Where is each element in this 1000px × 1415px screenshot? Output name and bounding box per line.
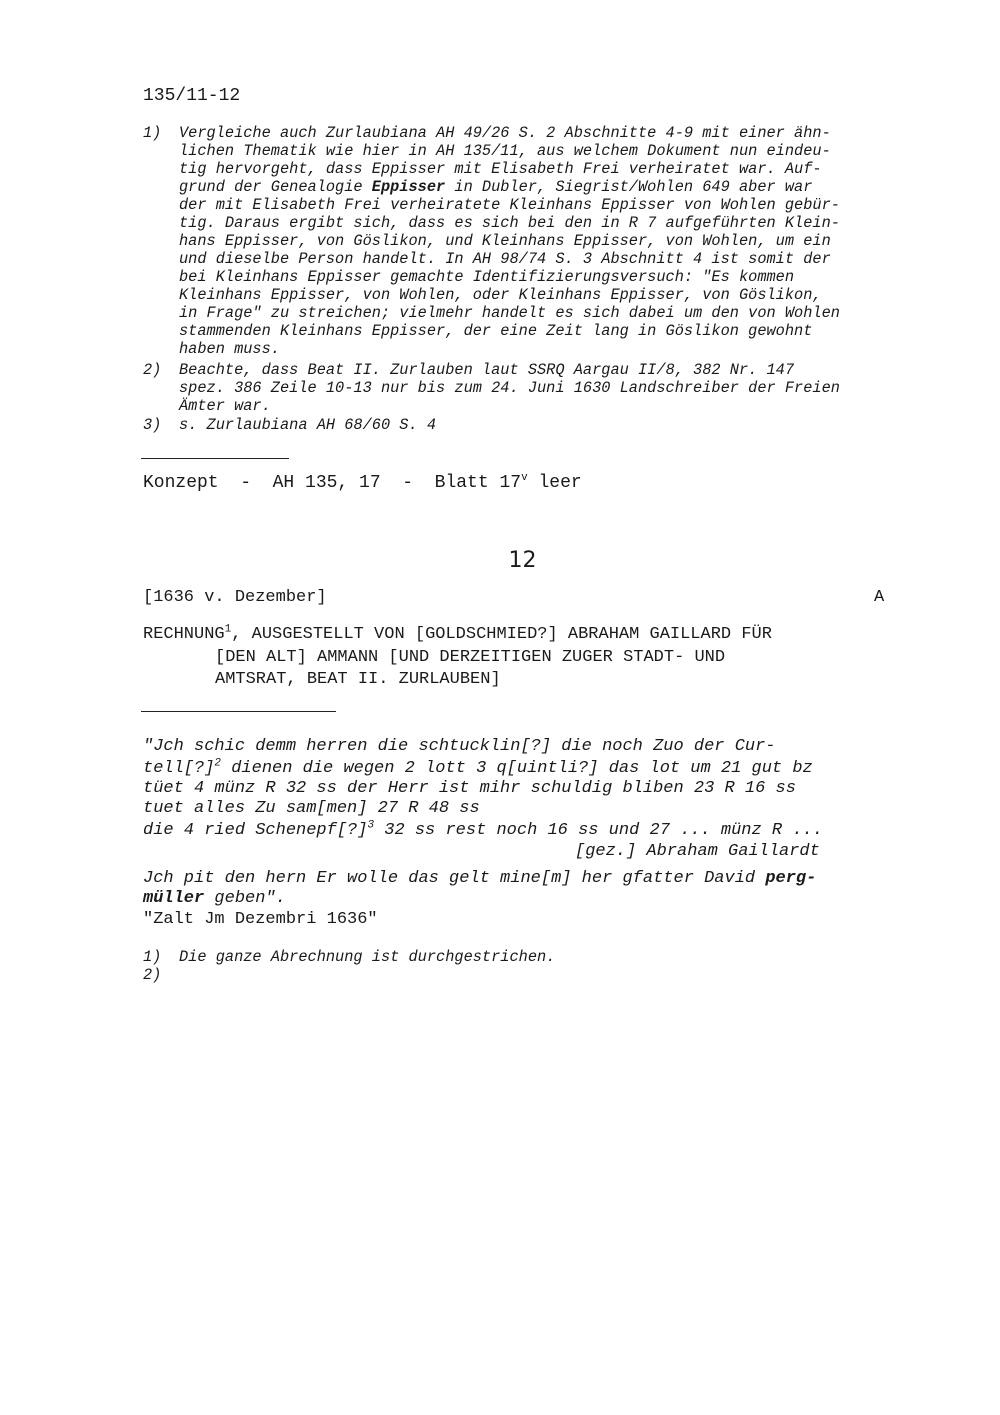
body-line (143, 889, 286, 910)
body-line: tüet 4 münz R 32 ss der Herr ist mihr schuldig bliben 23 R 16 ss (143, 779, 796, 798)
signature-line: [gez.] Abraham Gaillardt (575, 842, 820, 861)
title-line-2: [DEN ALT] AMMANN [UND DERZEITIGEN ZUGER STADT- UND (215, 647, 726, 667)
footnote-1-line: lichen Thematik wie hier in AH 135/11, aus welchem Dokument nun eindeu- (179, 142, 831, 160)
body-line: "Jch schic demm herren die schtucklin[?] die noch Zuo der Cur- (143, 737, 776, 756)
konzept-superscript: v (521, 472, 528, 484)
body-text: dienen die wegen 2 lott 3 q[uintli?] das lot um 21 gut bz (221, 759, 813, 778)
footnote-1-line: Vergleiche auch Zurlaubiana AH 49/26 S. 2 Abschnitte 4-9 mit einer ähn- (179, 124, 831, 142)
body-bold-name: perg- (765, 869, 817, 888)
footnote-1-line: und dieselbe Person handelt. In AH 98/74 S. 3 Abschnitt 4 ist somit der (179, 250, 831, 268)
body-text: 32 ss rest noch 16 ss und 27 ... münz R ... (374, 821, 823, 840)
page-reference: 135/11-12 (143, 86, 241, 106)
footnote-1-line: tig hervorgeht, dass Eppisser mit Elisabeth Frei verheiratet war. Auf- (179, 160, 822, 178)
document-number: 12 (508, 548, 537, 573)
footnote-2-line: Beachte, dass Beat II. Zurlauben laut SSRQ Aargau II/8, 382 Nr. 147 (179, 361, 795, 379)
body-line (143, 869, 816, 890)
footnote-1-text: in Dubler, Siegrist/Wohlen 649 aber war (445, 178, 813, 196)
payment-note: "Zalt Jm Dezembri 1636" (143, 910, 378, 929)
body-text: geben". (204, 889, 286, 908)
body-footnote-ref: 2 (214, 757, 222, 770)
konzept-text-end: leer (527, 473, 582, 493)
footnote-1-line: hans Eppisser, von Göslikon, und Kleinhans Eppisser, von Wohlen, um ein (179, 232, 831, 250)
title-line-3: AMTSRAT, BEAT II. ZURLAUBEN] (215, 670, 501, 689)
document-type-letter: A (874, 588, 885, 607)
document-footnote-1-text: Die ganze Abrechnung ist durchgestrichen. (179, 948, 556, 966)
footnote-3-number: 3) (143, 416, 162, 434)
body-bold-name: müller (143, 889, 205, 908)
konzept-line (143, 473, 582, 493)
footnote-2-line: spez. 386 Zeile 10-13 nur bis zum 24. Juni 1630 Landschreiber der Freien (179, 379, 840, 397)
footnote-1-line: der mit Elisabeth Frei verheiratete Kleinhans Eppisser von Wohlen gebür- (179, 196, 840, 214)
document-date: [1636 v. Dezember] (143, 588, 327, 607)
separator-rule (141, 458, 289, 459)
footnote-1-line: tig. Daraus ergibt sich, dass es sich bei den in R 7 aufgeführten Klein- (179, 214, 840, 232)
footnote-1-line: stammenden Kleinhans Eppisser, der eine Zeit lang in Göslikon gewohnt (179, 322, 813, 340)
body-line (143, 759, 813, 780)
body-footnote-ref: 3 (367, 819, 375, 832)
title-line-1 (143, 624, 772, 647)
body-text: die 4 ried Schenepf[?] (143, 821, 368, 840)
body-text: Jch pit den hern Er wolle das gelt mine[m] her gfatter David (143, 869, 766, 888)
document-footnote-1-number: 1) (143, 948, 162, 966)
footnote-2-line: Ämter war. (179, 397, 271, 415)
body-line: tuet alles Zu sam[men] 27 R 48 ss (143, 799, 480, 818)
title-footnote-ref: 1 (224, 623, 232, 636)
title-text: , AUSGESTELLT VON [GOLDSCHMIED?] ABRAHAM GAILLARD FÜR (231, 625, 772, 644)
footnote-1-line: bei Kleinhans Eppisser gemachte Identifizierungsversuch: "Es kommen (179, 268, 795, 286)
title-rule (141, 711, 336, 712)
document-footnote-2-number: 2) (143, 966, 162, 984)
footnote-1-line: in Frage" zu streichen; vielmehr handelt es sich dabei um den von Wohlen (179, 304, 840, 322)
footnote-2-number: 2) (143, 361, 162, 379)
footnote-1-text: grund der Genealogie (179, 178, 372, 196)
body-line (143, 821, 823, 842)
title-text: RECHNUNG (143, 625, 225, 644)
footnote-1-line: Kleinhans Eppisser, von Wohlen, oder Kleinhans Eppisser, von Göslikon, (179, 286, 822, 304)
footnote-1-line: haben muss. (179, 340, 280, 358)
footnote-1-bold-name: Eppisser (371, 178, 446, 196)
body-text: tell[?] (143, 759, 215, 778)
footnote-3-line: s. Zurlaubiana AH 68/60 S. 4 (179, 416, 437, 434)
document-title (143, 624, 772, 692)
konzept-text: Konzept - AH 135, 17 - Blatt 17 (143, 473, 522, 493)
footnote-1-number: 1) (143, 124, 162, 142)
footnote-1-line-genealogy (179, 178, 812, 196)
